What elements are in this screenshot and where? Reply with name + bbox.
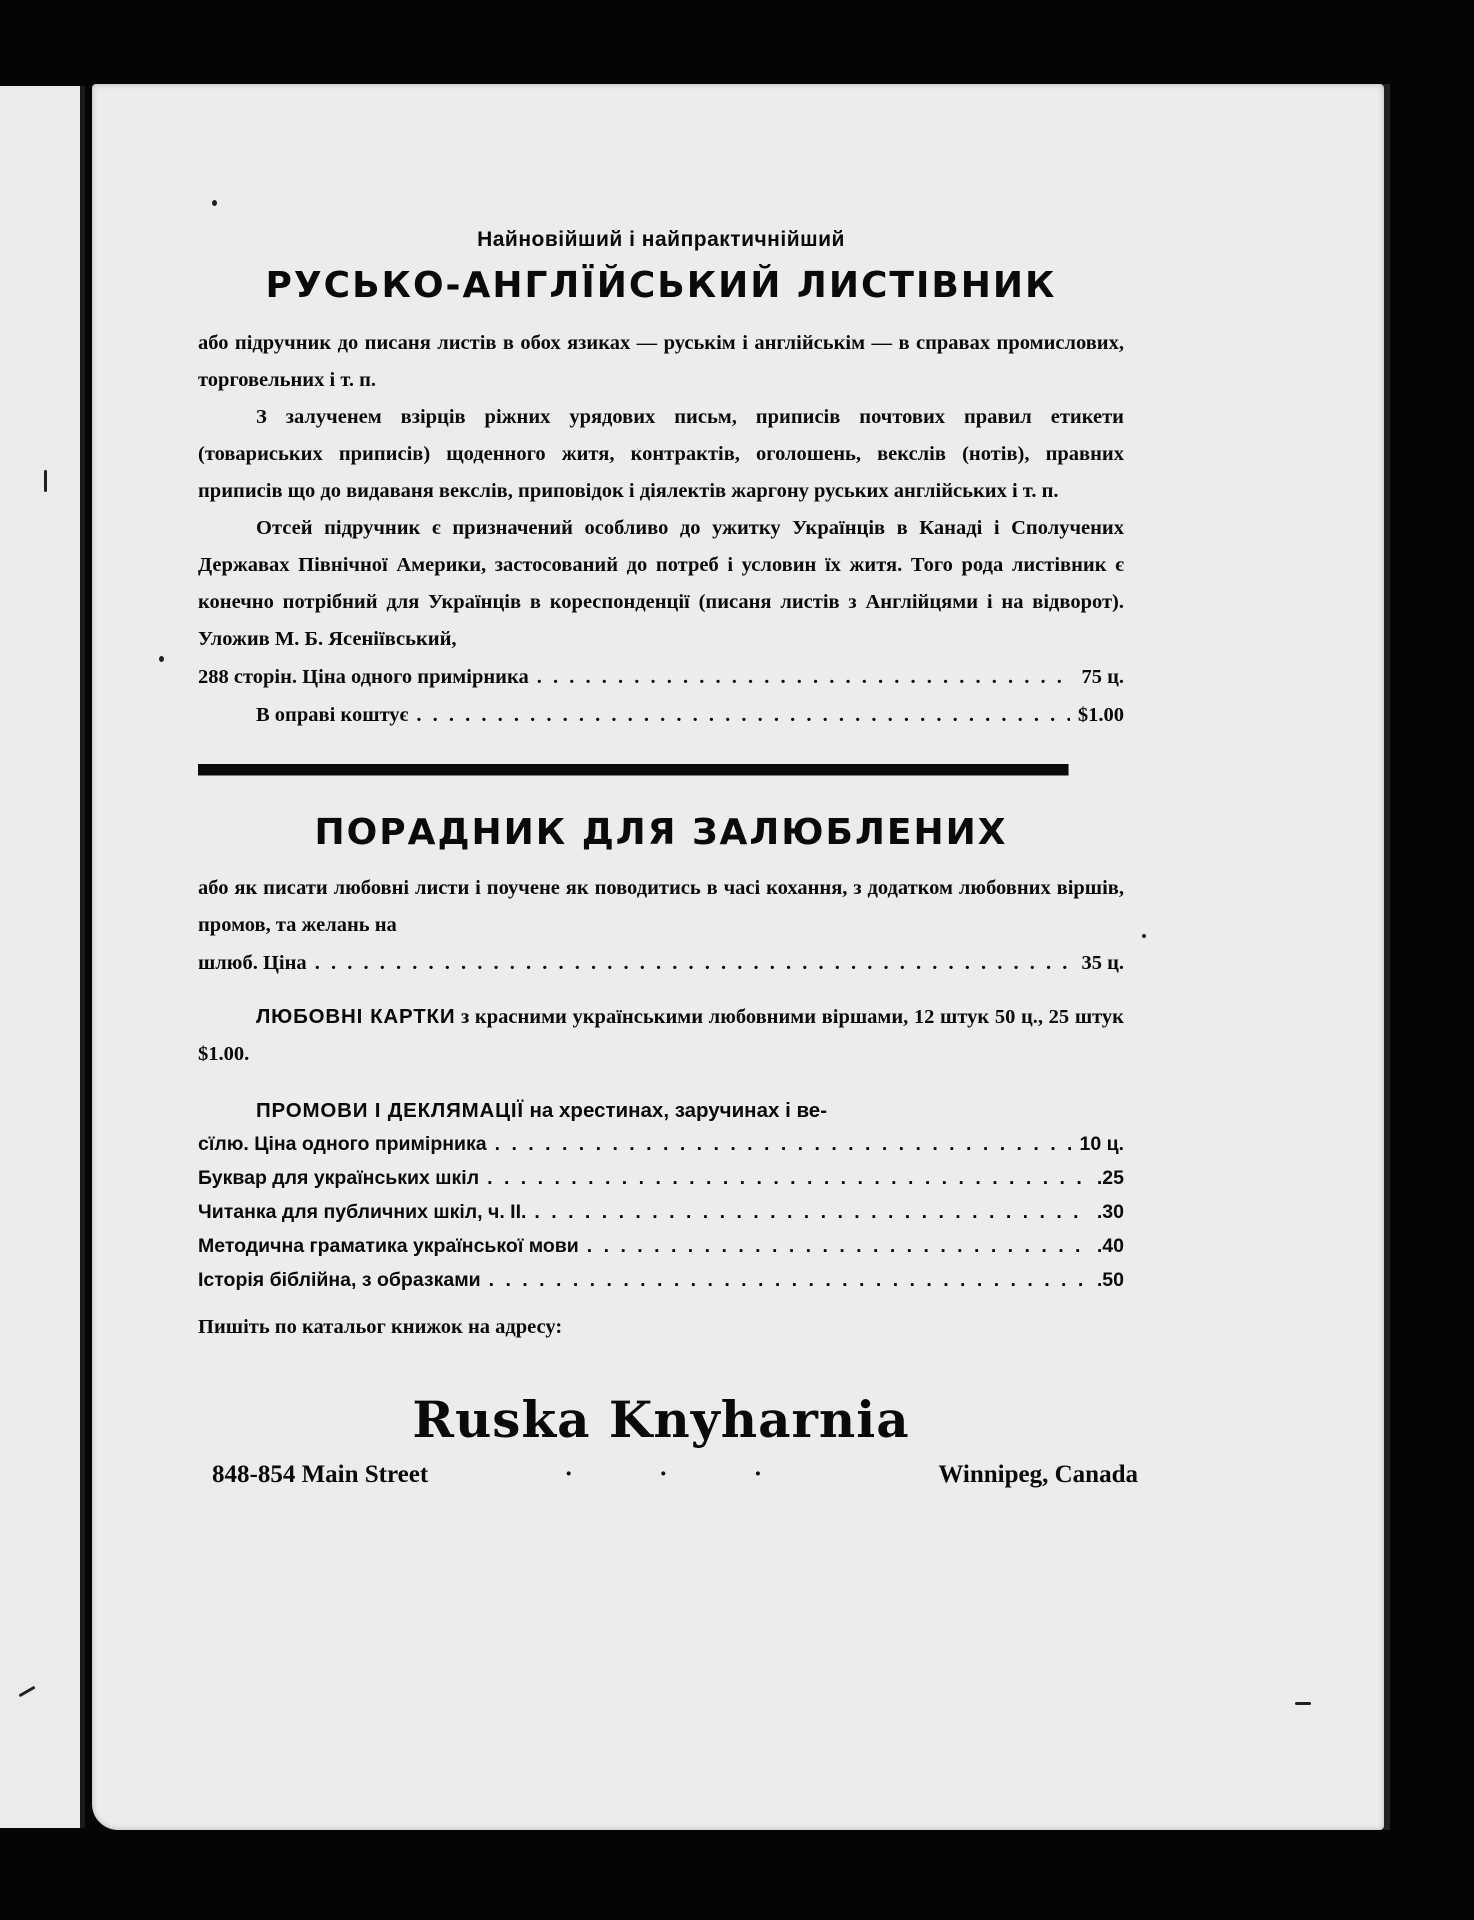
scan-speck (159, 656, 164, 662)
speeches-price-row (198, 1127, 1124, 1161)
book2-price-row (198, 944, 1124, 982)
book2-price-label: шлюб. Ціна (198, 952, 307, 975)
dot-leader (495, 1127, 1072, 1161)
scan-speck (1295, 1702, 1311, 1705)
catalog-item-price: .40 (1096, 1235, 1124, 1258)
dot-leader (537, 658, 1074, 696)
speeches-text: на хрестинах, заручинах і ве- (523, 1099, 828, 1123)
address-separator: · · · (564, 1461, 803, 1489)
store-city: Winnipeg, Canada (938, 1461, 1138, 1489)
speeches-price-label: сїлю. Ціна одного примірника (198, 1133, 487, 1156)
book1-price-label: 288 сторін. Ціна одного примірника (198, 666, 529, 689)
catalog-item-label: Методична граматика української мови (198, 1235, 579, 1258)
advertisement-content (198, 228, 1138, 1489)
previous-page-edge (0, 86, 85, 1828)
catalog-row (198, 1195, 1124, 1229)
book1-purpose: Отсей підручник є призначений особливо до ужитку Українців в Канаді і Сполучених Державах Північної Америки, застосований до потреб і условин їх житя. Того рода листівник є конечно потрібний для Українців в кореспонденції (писаня листів з Англійцями і на відворот). Уложив М. Б. Ясеніївський, (198, 517, 1124, 651)
speeches-paragraph (198, 1095, 1124, 1127)
catalog-item-label: Буквар для українських шкіл (198, 1167, 480, 1190)
scan-speck (44, 470, 47, 492)
speeches-lead: ПРОМОВИ І ДЕКЛЯМАЦІЇ (256, 1099, 524, 1123)
love-cards-text: з красними українськими любовними віршами, 12 штук 50 ц., 25 штук $1.00. (198, 1006, 1124, 1066)
catalog-item-price: .30 (1096, 1201, 1124, 1224)
book1-bound-row (198, 696, 1124, 734)
catalog-item-label: Читанка для публичних шкіл, ч. II. (198, 1201, 527, 1224)
book2-description: або як писати любовні листи і поучене як поводитись в часі кохання, з додатком любовних віршів, промов, та желань на (198, 877, 1124, 937)
scan-speck (212, 200, 217, 206)
book2-price: 35 ц. (1081, 952, 1124, 975)
book2-title: ПОРАДНИК ДЛЯ ЗАЛЮБЛЕНИХ (314, 812, 1008, 854)
store-address (212, 1461, 1138, 1489)
dot-leader (534, 1195, 1088, 1229)
dot-leader (416, 696, 1069, 734)
store-street: 848-854 Main Street (212, 1461, 429, 1489)
section-separator: ▀▀▀▀▀▀▀▀▀▀▀▀▀▀▀▀▀▀▀▀▀▀▀▀▀▀▀▀▀▀▀▀▀▀▀▀▀▀▀▀▀▀▀▀▀▀▀▀▀▀▀▀▀▀▀▀ (198, 764, 1068, 790)
book1-contents: З залученем взірців ріжних урядових письм, приписів почтових правил етикети (товариських приписів) щоденного житя, контрактів, оголошень, векслів (нотів), правних приписів що до видаваня векслів, приповідок і діялектів жаргону руських англійських і т. п. (198, 406, 1124, 503)
book1-subtitle: Найновійший і найпрактичнійший (477, 228, 845, 251)
catalog-item-price: .25 (1096, 1167, 1124, 1190)
catalog-row (198, 1263, 1124, 1297)
dot-leader (487, 1161, 1089, 1195)
dot-leader (587, 1229, 1089, 1263)
catalog-item-label: Історія біблійна, з образками (198, 1269, 481, 1292)
dot-leader (489, 1263, 1089, 1297)
speeches-price: 10 ц. (1079, 1133, 1124, 1156)
book1-bound-label: В оправі коштує (256, 704, 409, 727)
scan-speck (1142, 934, 1146, 938)
book1-price-row (198, 658, 1124, 696)
book1-description: або підручник до писаня листів в обох язиках — руськім і англійськім — в справах промислових, торговельних і т. п. (198, 332, 1124, 392)
book1-price: 75 ц. (1081, 666, 1124, 689)
book1-title: РУСЬКО-АНГЛЇЙСЬКИЙ ЛИСТІВНИК (265, 265, 1057, 306)
store-name: Ruska Knyharnia (412, 1390, 910, 1450)
dot-leader (315, 944, 1074, 982)
book1-bound-price: $1.00 (1077, 704, 1124, 727)
love-cards-paragraph (198, 998, 1124, 1073)
catalog-request: Пишіть по катальог книжок на адресу: (198, 1316, 563, 1339)
catalog-row (198, 1229, 1124, 1263)
catalog-item-price: .50 (1096, 1269, 1124, 1292)
love-cards-lead: ЛЮБОВНІ КАРТКИ (256, 1005, 456, 1029)
page-edge-shadow (1384, 84, 1390, 1830)
catalog-row (198, 1161, 1124, 1195)
